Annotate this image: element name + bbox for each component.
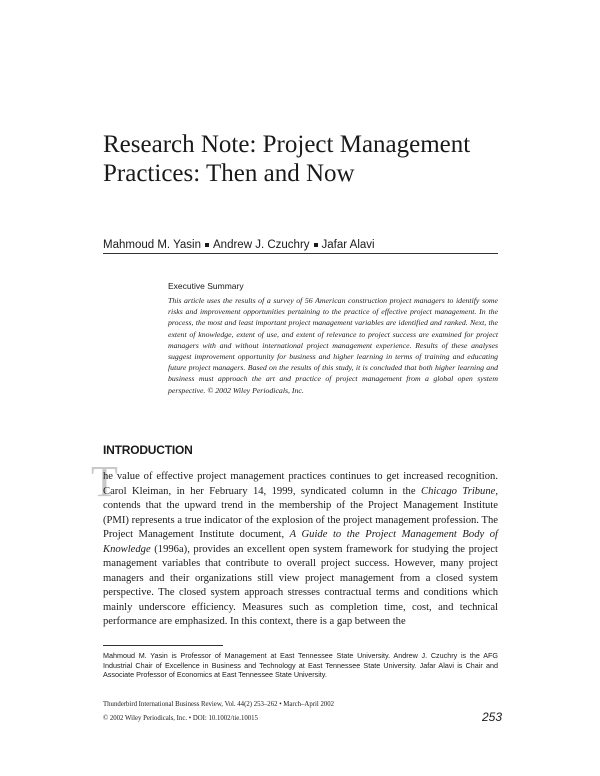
copyright-doi: © 2002 Wiley Periodicals, Inc. • DOI: 10.1002/tie.10015 (103, 715, 258, 722)
bullet-separator-icon (314, 243, 318, 247)
author-divider (103, 253, 498, 254)
introduction-paragraph (103, 470, 498, 630)
author-name: Andrew J. Czuchry (213, 239, 310, 251)
author-list (103, 238, 523, 252)
article-title: Research Note: Project Management Practices: Then and Now (103, 131, 471, 187)
executive-summary-text: This article uses the results of a survey of 56 American construction project managers to identify some risks and improvement opportunities pertaining to the practice of effective project management. In the process, the most and least important project management variables are identified and ranked. Next, the extent of knowledge, extent of use, and extent of relevance to project success are examined for project managers with and without international project management experience. Results of these analyses suggest improvement opportunity for business and higher learning in terms of training and educating future project managers. Based on the results of this study, it is concluded that both higher learning and business must approach the art and practice of project management from a global open system perspective. © 2002 Wiley Periodicals, Inc. (168, 296, 498, 395)
author-name: Jafar Alavi (321, 239, 375, 251)
footnote-divider (103, 645, 223, 646)
bullet-separator-icon (205, 243, 209, 247)
introduction-heading: INTRODUCTION (103, 443, 193, 457)
intro-italic-text: A Guide to the Project Management Body of Knowledge (103, 529, 498, 555)
executive-summary-heading: Executive Summary (168, 281, 244, 291)
intro-text: he value of effective project management practices continues to get increased recognition. Carol Kleiman, in her February 14, 1999, syndicated column in the (103, 471, 498, 497)
author-bio-footnote: Mahmoud M. Yasin is Professor of Management at East Tennessee State University. Andrew J. Czuchry is the AFG Industrial Chair of Excellence in Business and Technology at East Tennessee State University. Jafar Alavi is Chair and Associate Professor of Economics at East Tennessee State University. (103, 651, 498, 679)
journal-citation: Thunderbird International Business Review, Vol. 44(2) 253–262 • March–April 2002 (103, 701, 335, 708)
intro-italic-text: Chicago Tribune (421, 485, 496, 497)
intro-text: (1996a), provides an excellent open system framework for studying the project management variables that contribute to overall project success. However, many project managers and their organizations still view project management from a closed system perspective. The closed system approach stresses contractual terms and conditions which mainly underscore efficiency. Measures such as completion time, cost, and technical performance are emphasized. In this context, there is a gap between the (103, 543, 498, 627)
author-name: Mahmoud M. Yasin (103, 239, 202, 251)
page-number: 253 (481, 710, 502, 724)
drop-cap: T (91, 457, 118, 506)
intro-text: , contends that the upward trend in the membership of the Project Management Institute (PMI) represents a true indicator of the explosion of the project management profession. The Project Management Institute document, (103, 485, 499, 540)
